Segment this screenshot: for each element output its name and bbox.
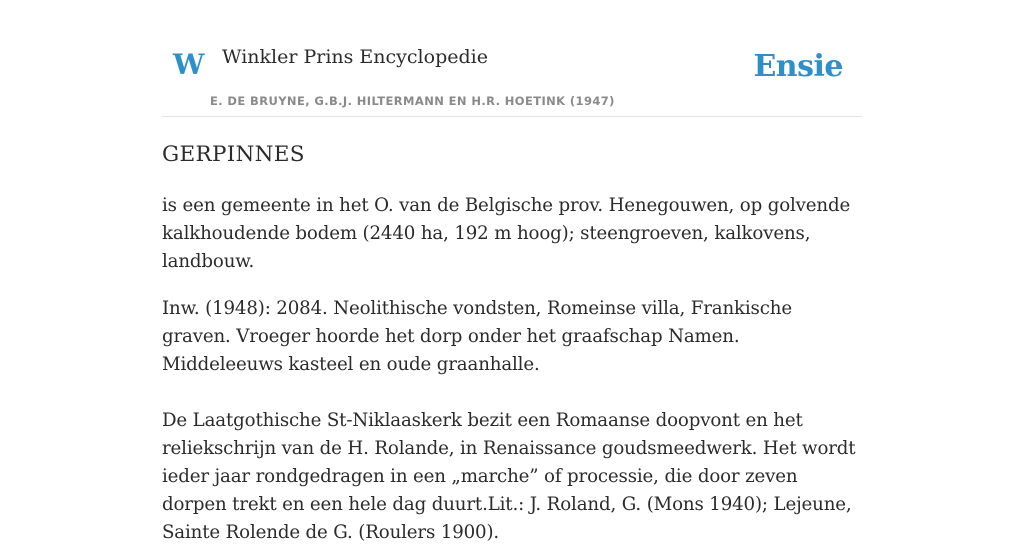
article-paragraph: De Laatgothische St-Niklaaskerk bezit een Romaanse doopvont en het reliekschrijn van de H. Rolande, in Renaissance goudsmeedwerk. Het wordt ieder jaar rondgedragen in een „marche” of processie, die door zeven dorpen trekt en een hele dag duurt.Lit.: J. Roland, G. (Mons 1940); Lejeune, Sainte Rolende de G. (Roulers 1900). bbox=[162, 410, 856, 543]
article-paragraph: is een gemeente in het O. van de Belgische prov. Henegouwen, op golvende kalkhoudende bodem (2440 ha, 192 m hoog); steengroeven, kalkovens, landbouw. bbox=[162, 195, 851, 272]
article-headword: GERPINNES bbox=[162, 142, 305, 167]
page-header bbox=[162, 0, 862, 117]
winkler-prins-logo-mark[interactable]: W bbox=[173, 48, 204, 81]
book-authors: E. DE BRUYNE, G.B.J. HILTERMANN EN H.R. HOETINK (1947) bbox=[210, 94, 615, 108]
article-paragraph: Inw. (1948): 2084. Neolithische vondsten, Romeinse villa, Frankische graven. Vroeger hoorde het dorp onder het graafschap Namen. Middeleeuws kasteel en oude graanhalle. bbox=[162, 298, 792, 375]
book-title[interactable]: Winkler Prins Encyclopedie bbox=[222, 46, 488, 68]
article bbox=[162, 140, 862, 547]
ensie-logo[interactable]: Ensie bbox=[753, 49, 843, 84]
